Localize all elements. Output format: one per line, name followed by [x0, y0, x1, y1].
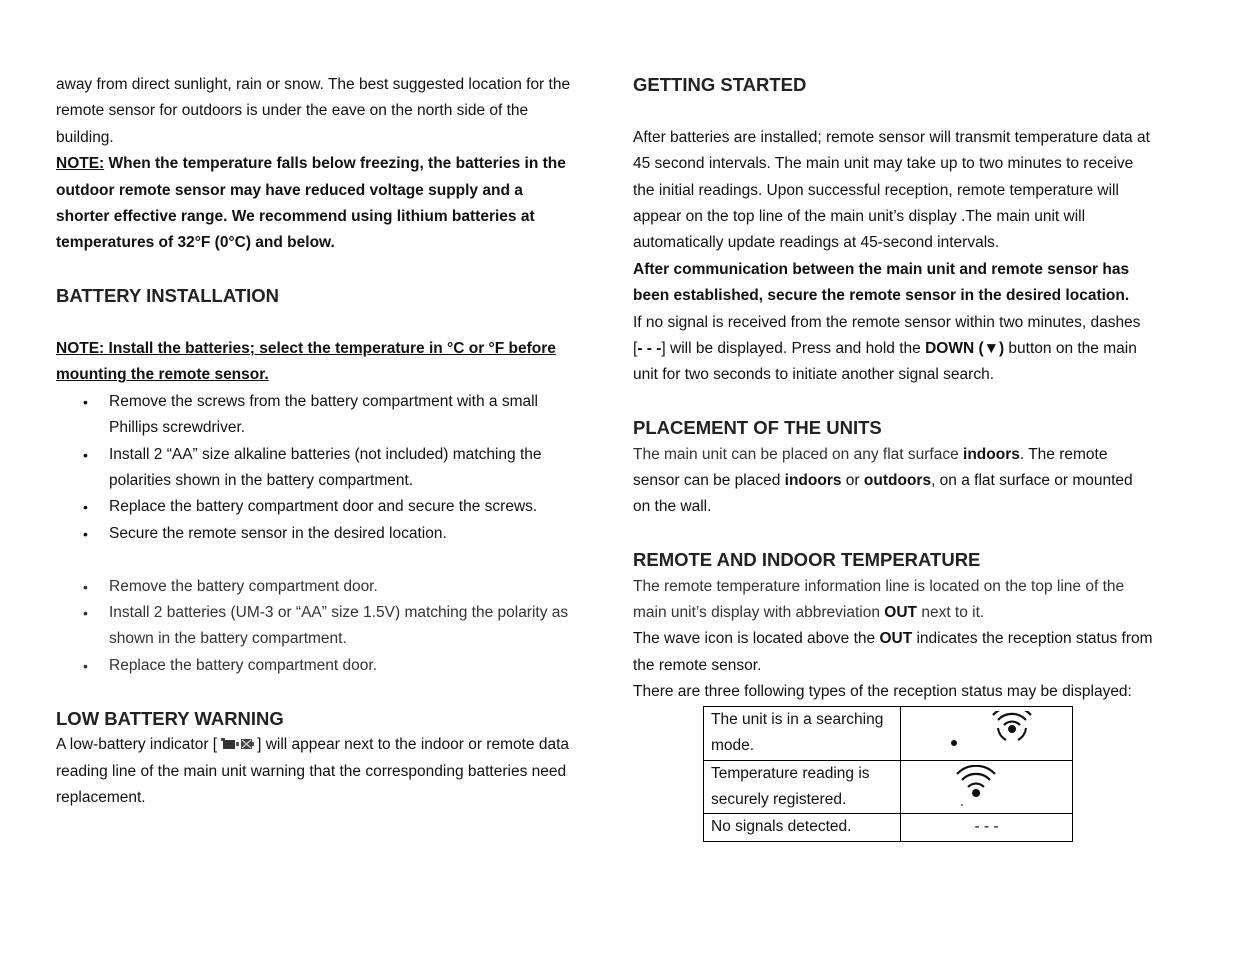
wave-text-1: The wave icon is located above the [633, 630, 880, 648]
types-line: There are three following types of the reception status may be displayed: [633, 683, 1132, 701]
reception-status-table [703, 706, 1073, 842]
getting-started-bold: After communication between the main unit and remote sensor has been established, secure the remote sensor in the desired location. [633, 260, 1130, 305]
low-battery-icon [217, 735, 257, 751]
battery-note: NOTE: Install the batteries; select the temperature in °C or °F before mounting the remote sensor. [56, 340, 556, 384]
intro-line-2: remote sensor for outdoors is under the eave on the north side of the building. [56, 102, 529, 146]
table-row [704, 760, 1073, 814]
list-item: • Secure the remote sensor in the desired location. [56, 521, 576, 547]
table-row [704, 814, 1073, 841]
left-column [56, 72, 576, 811]
list-item: • Install 2 batteries (UM-3 or “AA” size 1.5V) matching the polarity as shown in the battery compartment. [56, 600, 576, 653]
table-row [704, 706, 1073, 760]
down-button-text: DOWN (▼) [925, 340, 1005, 358]
note-label: NOTE: [56, 155, 105, 173]
status-label: Temperature reading is securely registered. [704, 760, 901, 814]
placement-indoors-2: indoors [784, 472, 842, 490]
right-column [633, 72, 1153, 836]
placement-or: or [841, 472, 864, 490]
status-icon-cell [901, 760, 1073, 814]
no-signal-text-2: ] will be displayed. Press and hold the [661, 340, 926, 358]
remote-text-1: The remote temperature information line is located on the top line of the main unit’s display with abbreviation [633, 577, 1125, 622]
dashes-text: - - - [637, 340, 662, 358]
remote-paragraph [633, 574, 1153, 627]
no-signal-text-1: If no signal is received from the remote sensor within two minutes, dashes [ [633, 313, 1141, 358]
no-signal-dashes: - - - [901, 814, 1073, 841]
placement-indoors: indoors [963, 445, 1020, 463]
low-battery-text-pre: A low-battery indicator [ [56, 736, 218, 754]
getting-started-heading: GETTING STARTED [633, 74, 807, 95]
list-item: • Install 2 “AA” size alkaline batteries (not included) matching the polarities shown in the battery compartment. [56, 442, 576, 495]
placement-heading: PLACEMENT OF THE UNITS [633, 417, 882, 439]
list-item: • Remove the screws from the battery compartment with a small Phillips screwdriver. [56, 389, 576, 442]
main-unit-battery-steps [56, 574, 576, 680]
low-battery-paragraph [56, 732, 576, 811]
wave-out: OUT [879, 630, 913, 648]
remote-out: OUT [884, 604, 918, 622]
searching-wave-icon [932, 711, 1042, 755]
list-item: • Replace the battery compartment door. [56, 653, 576, 679]
placement-text-2: . The remote sensor can be placed [633, 445, 1108, 490]
battery-installation-heading: BATTERY INSTALLATION [56, 285, 280, 307]
placement-paragraph [633, 442, 1153, 521]
status-icon-cell [901, 706, 1073, 760]
remote-indoor-heading: REMOTE AND INDOOR TEMPERATURE [633, 549, 981, 571]
registered-wave-icon [932, 765, 1042, 809]
wave-text-2: indicates the reception status from the remote sensor. [633, 630, 1153, 674]
placement-outdoors: outdoors [863, 472, 932, 490]
remote-battery-steps [56, 389, 576, 547]
intro-line-1: away from direct sunlight, rain or snow. The best suggested location for the [56, 76, 571, 93]
remote-text-2: next to it. [917, 604, 985, 622]
status-label: The unit is in a searching mode. [704, 706, 901, 760]
list-item: • Replace the battery compartment door and secure the screws. [56, 494, 576, 520]
freezing-note [56, 151, 576, 257]
no-signal-text-3: button on the main unit for two seconds to initiate another signal search. [633, 340, 1137, 384]
getting-started-paragraph: After batteries are installed; remote sensor will transmit temperature data at 45 second intervals. The main unit may take up to two minutes to receive the initial readings. Upon successful reception, remote temperature will appear on the top line of the main unit’s display .The main unit will automatically update readings at 45-second intervals. [633, 128, 1150, 252]
no-signal-paragraph [633, 310, 1153, 389]
wave-paragraph [633, 626, 1153, 679]
low-battery-heading: LOW BATTERY WARNING [56, 707, 284, 729]
status-label: No signals detected. [704, 814, 901, 841]
list-item: • Remove the battery compartment door. [56, 574, 576, 600]
note-text: When the temperature falls below freezing, the batteries in the outdoor remote sensor may have reduced voltage supply and a shorter effective range. We recommend using lithium batteries at temperatures of 32°F (0°C) and below. [56, 155, 566, 252]
low-battery-text-post: ] will appear next to the indoor or remote data reading line of the main unit warning that the corresponding batteries need replacement. [56, 736, 570, 806]
placement-text-1: The main unit can be placed on any flat surface [633, 445, 964, 463]
placement-text-3: , on a flat surface or mounted on the wall. [633, 472, 1133, 516]
